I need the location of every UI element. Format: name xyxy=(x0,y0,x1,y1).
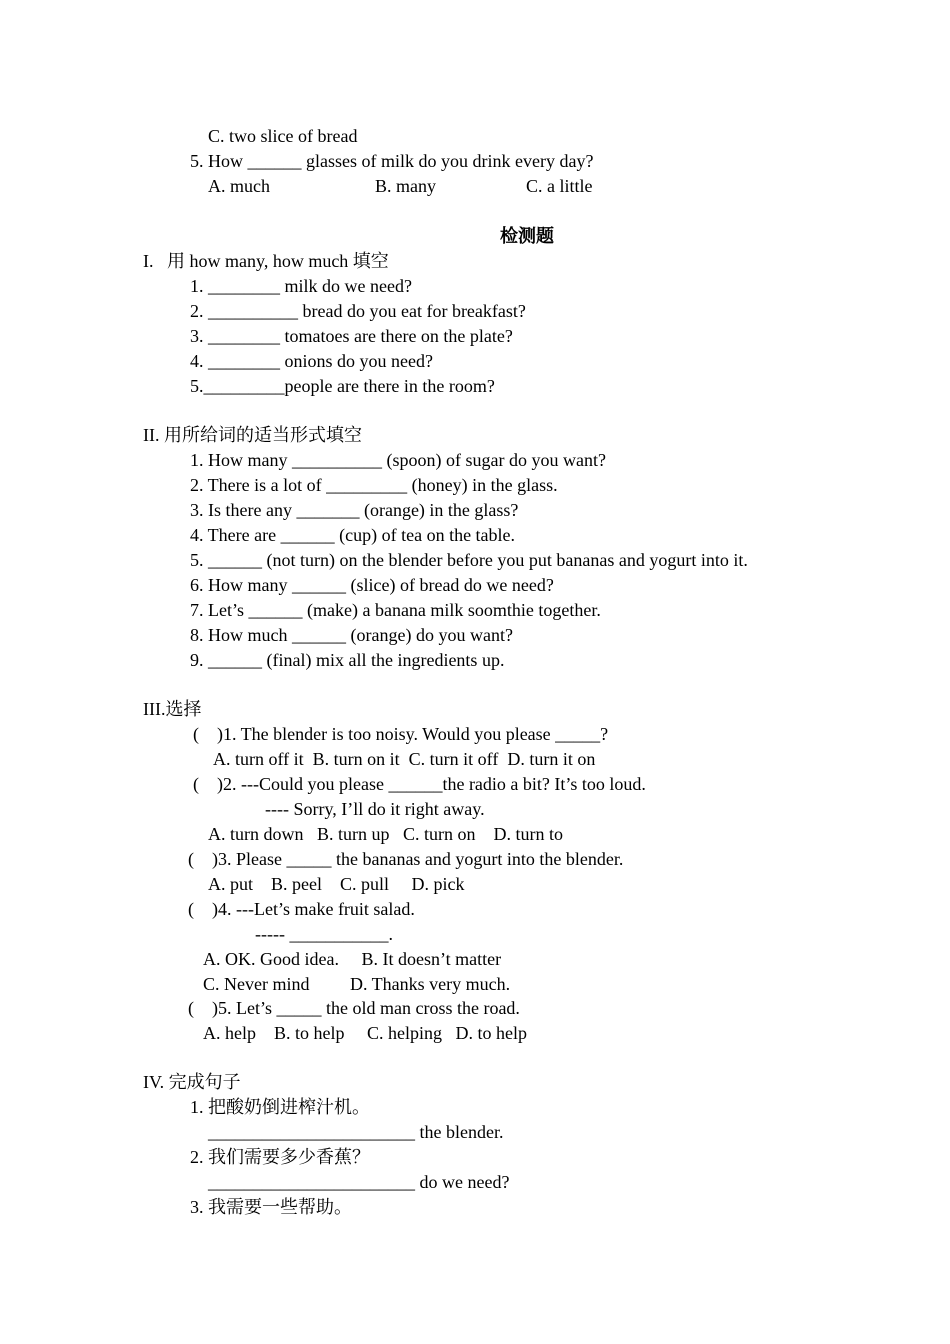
choice-question-3: ( )3. Please _____ the bananas and yogurt into the blender. xyxy=(188,849,624,869)
section-3-heading: III.选择 xyxy=(143,699,202,719)
section-2-item: 3. Is there any _______ (orange) in the glass? xyxy=(190,500,519,520)
choice-options-5: A. help B. to help C. helping D. to help xyxy=(203,1023,527,1043)
sentence-blank-1: _______________________ the blender. xyxy=(208,1122,504,1142)
section-2-item: 4. There are ______ (cup) of tea on the table. xyxy=(190,525,516,545)
sentence-blank-2: _______________________ do we need? xyxy=(208,1172,510,1192)
option-c-text: C. two slice of bread xyxy=(208,126,358,146)
section-1-heading: I. 用 how many, how much 填空 xyxy=(143,251,389,271)
section-2-item: 7. Let’s ______ (make) a banana milk soomthie together. xyxy=(190,600,601,620)
question-5: 5. How ______ glasses of milk do you drink every day? xyxy=(190,151,594,171)
section-1-item: 4. ________ onions do you need? xyxy=(190,351,433,371)
section-2-item: 8. How much ______ (orange) do you want? xyxy=(190,625,513,645)
option-b: B. many xyxy=(375,176,436,196)
section-2-item: 6. How many ______ (slice) of bread do we need? xyxy=(190,575,554,595)
section-1-item: 2. __________ bread do you eat for breakfast? xyxy=(190,301,526,321)
choice-options-2: A. turn down B. turn up C. turn on D. turn to xyxy=(208,824,563,844)
choice-options-4ab: A. OK. Good idea. B. It doesn’t matter xyxy=(203,949,502,969)
section-2-heading: II. 用所给词的适当形式填空 xyxy=(143,425,362,445)
section-1-item: 1. ________ milk do we need? xyxy=(190,276,412,296)
section-2-item: 5. ______ (not turn) on the blender before you put bananas and yogurt into it. xyxy=(190,550,748,570)
option-a: A. much xyxy=(208,176,270,196)
option-c: C. a little xyxy=(526,176,593,196)
sentence-prompt-3: 3. 我需要一些帮助。 xyxy=(190,1197,352,1217)
choice-options-3: A. put B. peel C. pull D. pick xyxy=(208,874,465,894)
section-2-item: 9. ______ (final) mix all the ingredients up. xyxy=(190,650,505,670)
sentence-prompt-2: 2. 我们需要多少香蕉？ xyxy=(190,1147,370,1167)
choice-question-4: ( )4. ---Let’s make fruit salad. xyxy=(188,899,415,919)
choice-options-4cd: C. Never mind D. Thanks very much. xyxy=(203,974,511,994)
choice-question-2: ( )2. ---Could you please ______the radio a bit? It’s too loud. xyxy=(193,774,646,794)
choice-question-1: ( )1. The blender is too noisy. Would you please _____? xyxy=(193,724,609,744)
choice-reply-2: ---- Sorry, I’ll do it right away. xyxy=(265,799,485,819)
choice-reply-4: ----- ___________. xyxy=(255,924,393,944)
choice-options-1: A. turn off it B. turn on it C. turn it off D. turn it on xyxy=(213,749,596,769)
section-2-item: 2. There is a lot of _________ (honey) in the glass. xyxy=(190,475,558,495)
section-1-item: 3. ________ tomatoes are there on the plate? xyxy=(190,326,513,346)
sentence-prompt-1: 1. 把酸奶倒进榨汁机。 xyxy=(190,1097,370,1117)
section-4-heading: IV. 完成句子 xyxy=(143,1072,241,1092)
section-2-item: 1. How many __________ (spoon) of sugar do you want? xyxy=(190,450,606,470)
section-1-item: 5._________people are there in the room? xyxy=(190,376,495,396)
choice-question-5: ( )5. Let’s _____ the old man cross the road. xyxy=(188,998,520,1018)
page-title: 检测题 xyxy=(500,226,554,246)
